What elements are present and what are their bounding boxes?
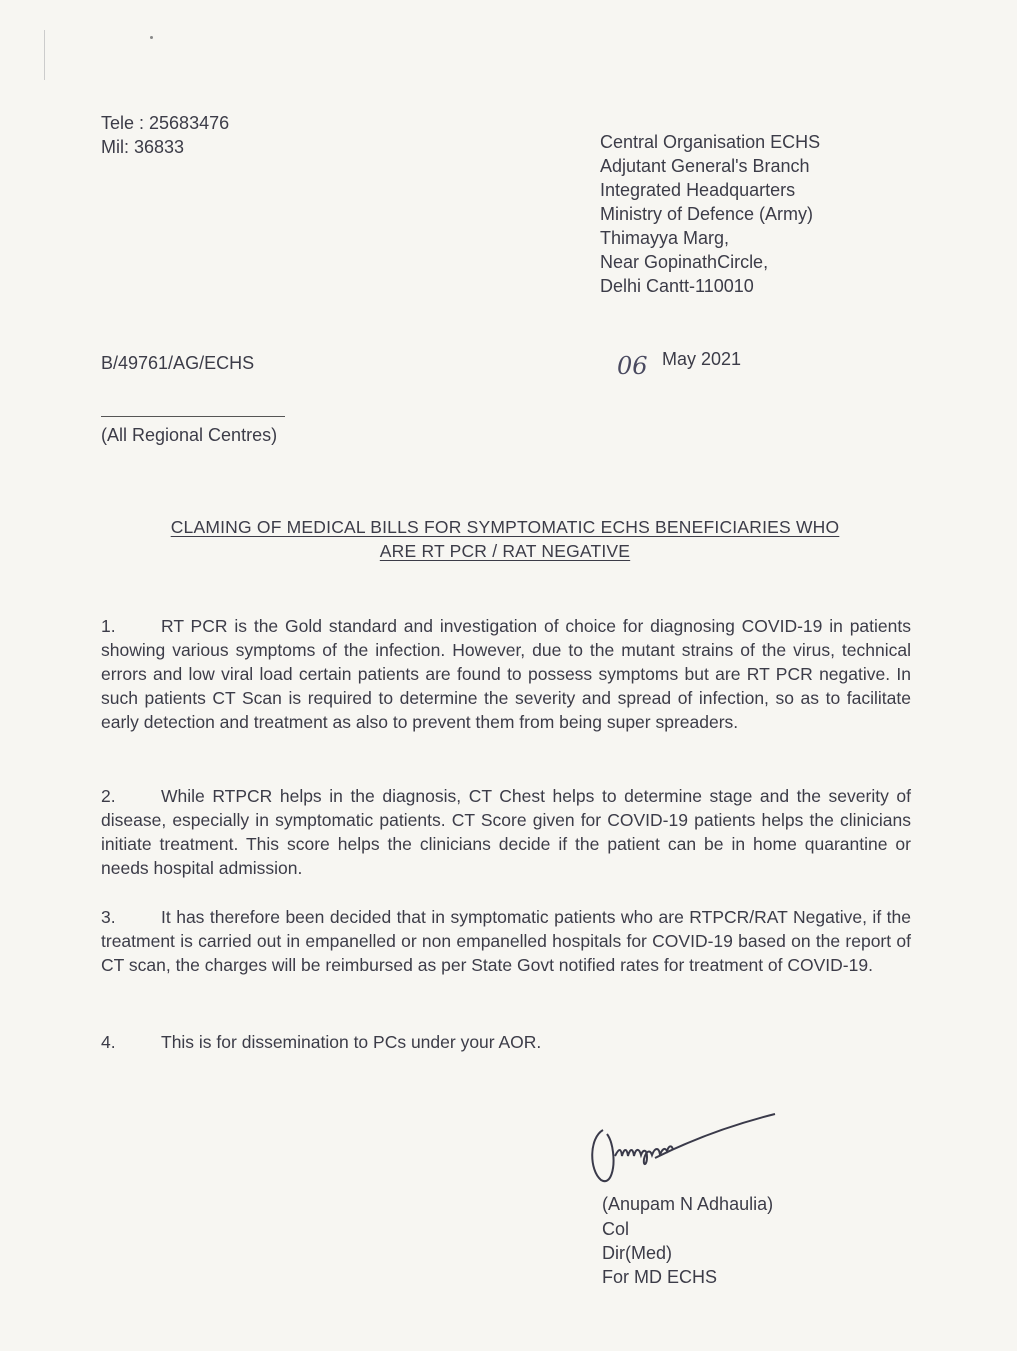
- paragraph-1: [101, 614, 911, 734]
- subject-title-line1: CLAMING OF MEDICAL BILLS FOR SYMPTOMATIC ECHS BENEFICIARIES WHO: [170, 517, 840, 537]
- tele-number: Tele : 25683476: [101, 113, 230, 133]
- address-line: Delhi Cantt-110010: [600, 276, 754, 296]
- paragraph-text: While RTPCR helps in the diagnosis, CT Chest helps to determine stage and the severity of disease, especially in symptomatic patients. CT Score given for COVID-19 patients helps the clinicians initiate treatment. This score helps the clinicians decide if the patient can be in home quarantine or needs hospital admission.: [101, 786, 911, 878]
- scan-speck: [150, 36, 153, 39]
- paragraph-2: [101, 784, 911, 880]
- paragraph-text: This is for dissemination to PCs under your AOR.: [161, 1032, 542, 1052]
- address-line: Adjutant General's Branch: [600, 156, 810, 176]
- paragraph-number: 4.: [101, 1032, 116, 1052]
- signatory-rank: Col: [602, 1219, 630, 1239]
- reference-number: B/49761/AG/ECHS: [101, 353, 255, 373]
- address-line: Integrated Headquarters: [600, 180, 796, 200]
- paragraph-text: It has therefore been decided that in symptomatic patients who are RTPCR/RAT Negative, if the treatment is carried out in empanelled or non empanelled hospitals for COVID-19 based on the report of CT scan, the charges will be reimbursed as per State Govt notified rates for treatment of COVID-19.: [101, 907, 911, 975]
- date-month-year: May 2021: [662, 349, 742, 369]
- address-line: Central Organisation ECHS: [600, 132, 821, 152]
- paragraph-number: 2.: [101, 786, 116, 806]
- subject-title-line2: ARE RT PCR / RAT NEGATIVE: [379, 541, 631, 561]
- scan-edge-mark: [44, 30, 45, 80]
- address-line: Ministry of Defence (Army): [600, 204, 814, 224]
- address-line: Near GopinathCircle,: [600, 252, 769, 272]
- signatory-for: For MD ECHS: [602, 1267, 718, 1287]
- handwritten-day: 06: [617, 352, 648, 380]
- paragraph-3: [101, 905, 911, 977]
- signature-image: [585, 1108, 795, 1188]
- paragraph-text: RT PCR is the Gold standard and investigation of choice for diagnosing COVID-19 in patients showing various symptoms of the infection. However, due to the mutant strains of the virus, technical errors and low viral load certain patients are found to possess symptoms but are RT PCR negative. In such patients CT Scan is required to determine the severity and spread of infection, so as to facilitate early detection and treatment as also to prevent them from being super spreaders.: [101, 616, 911, 732]
- signatory-name: (Anupam N Adhaulia): [602, 1194, 774, 1214]
- addressee: (All Regional Centres): [101, 425, 278, 445]
- paragraph-number: 1.: [101, 616, 116, 636]
- address-line: Thimayya Marg,: [600, 228, 730, 248]
- signatory-designation: Dir(Med): [602, 1243, 672, 1263]
- mil-number: Mil: 36833: [101, 137, 185, 157]
- paragraph-4: [101, 1030, 911, 1054]
- addressee-rule: [101, 416, 285, 417]
- paragraph-number: 3.: [101, 907, 116, 927]
